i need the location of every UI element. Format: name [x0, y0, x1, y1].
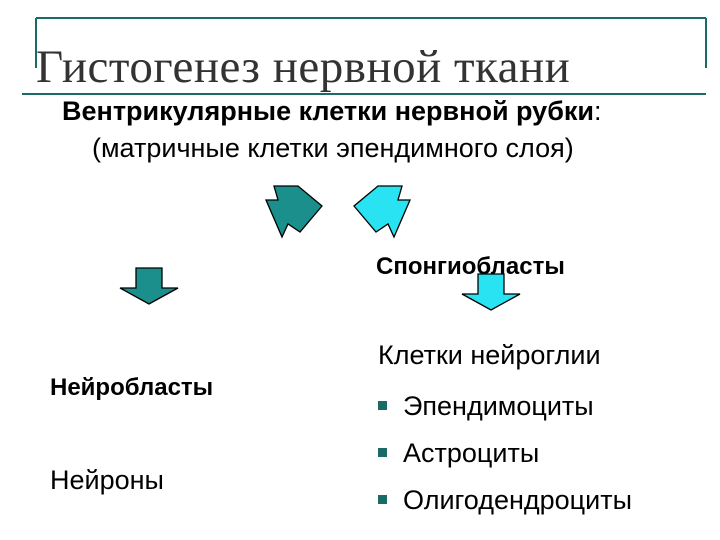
arrow-down-dark-icon: [118, 266, 182, 306]
list-item: [378, 480, 632, 527]
square-bullet-icon: [378, 401, 387, 410]
square-bullet-icon: [378, 448, 387, 457]
list-item: [378, 433, 632, 480]
glia-type-label: Эпендимоциты: [403, 391, 594, 421]
diagonal-arrow-down-right-icon: [344, 180, 414, 246]
spongioblasts-label: Спонгиобласты: [376, 253, 565, 280]
slide-title: Гистогенез нервной ткани: [36, 41, 571, 93]
glia-type-label: Астроциты: [403, 438, 540, 468]
diagonal-arrow-down-left-icon: [262, 180, 332, 246]
subtitle-line-2: (матричные клетки эпендимного слоя): [92, 133, 574, 163]
subtitle-line-1: [62, 96, 602, 127]
list-item: [378, 386, 632, 433]
subtitle-colon: :: [593, 96, 602, 126]
glia-types-list: [378, 386, 632, 527]
neurons-label: Нейроны: [50, 465, 164, 495]
neuroblasts-label: Нейробласты: [50, 374, 214, 401]
glia-heading: Клетки нейроглии: [378, 340, 601, 370]
glia-type-label: Олигодендроциты: [403, 485, 632, 515]
square-bullet-icon: [378, 495, 387, 504]
subtitle-bold-text: Вентрикулярные клетки нервной рубки: [62, 96, 594, 126]
